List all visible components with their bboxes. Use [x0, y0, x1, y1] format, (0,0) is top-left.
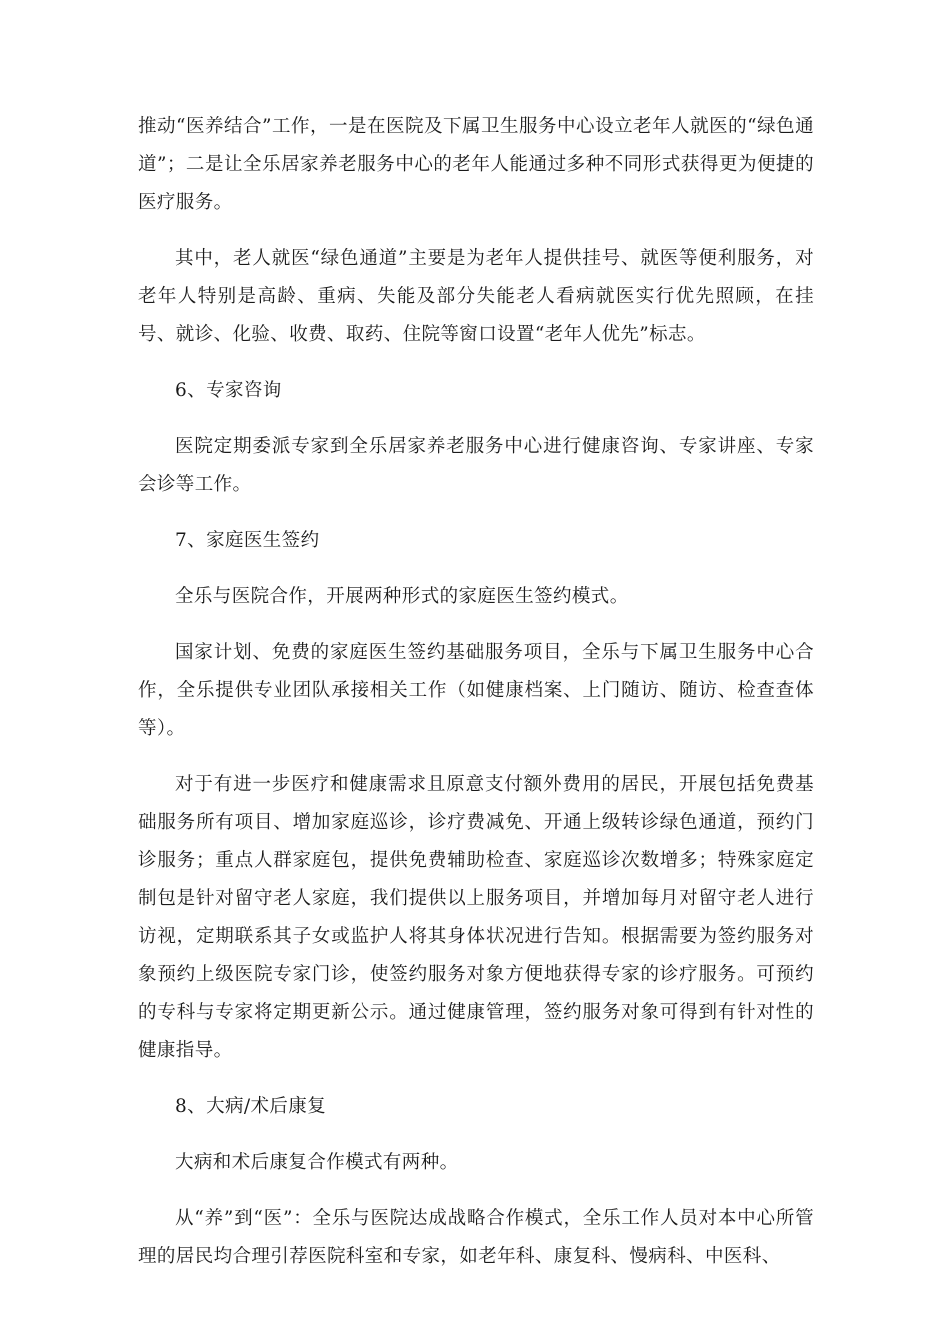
heading-rehabilitation: 8、大病/术后康复	[175, 1096, 327, 1117]
paragraph-rehabilitation-intro: 大病和术后康复合作模式有两种。	[175, 1152, 459, 1173]
paragraph-green-channel: 其中，老人就医“绿色通道”主要是为老年人提供挂号、就医等便利服务，对老年人特别是高龄、重病、失能及部分失能老人看病就医实行优先照顾，在挂号、就诊、化验、收费、取药、住院等窗口设置“老年人优先”标志。	[138, 248, 814, 345]
paragraph-extended-service: 对于有进一步医疗和健康需求且原意支付额外费用的居民，开展包括免费基础服务所有项目、增加家庭巡诊，诊疗费减免、开通上级转诊绿色通道，预约门诊服务；重点人群家庭包，提供免费辅助检查、家庭巡诊次数增多；特殊家庭定制包是针对留守老人家庭，我们提供以上服务项目，并增加每月对留守老人进行访视，定期联系其子女或监护人将其身体状况进行告知。根据需要为签约服务对象预约上级医院专家门诊，使签约服务对象方便地获得专家的诊疗服务。可预约的专科与专家将定期更新公示。通过健康管理，签约服务对象可得到有针对性的健康指导。	[138, 774, 814, 1061]
document-body	[138, 108, 814, 1276]
paragraph-expert-consultation: 医院定期委派专家到全乐居家养老服务中心进行健康咨询、专家讲座、专家会诊等工作。	[138, 436, 814, 495]
heading-family-doctor: 7、家庭医生签约	[175, 530, 320, 551]
paragraph-family-doctor-intro: 全乐与医院合作，开展两种形式的家庭医生签约模式。	[175, 586, 629, 607]
paragraph-care-to-medical: 从“养”到“医”：全乐与医院达成战略合作模式，全乐工作人员对本中心所管理的居民均合理引荐医院科室和专家，如老年科、康复科、慢病科、中医科、	[138, 1208, 814, 1267]
paragraph-medical-elderly-integration: 推动“医养结合”工作，一是在医院及下属卫生服务中心设立老年人就医的“绿色通道”；二是让全乐居家养老服务中心的老年人能通过多种不同形式获得更为便捷的医疗服务。	[138, 116, 814, 213]
heading-expert-consultation: 6、专家咨询	[175, 380, 282, 401]
paragraph-basic-service: 国家计划、免费的家庭医生签约基础服务项目，全乐与下属卫生服务中心合作，全乐提供专业团队承接相关工作（如健康档案、上门随访、随访、检查查体等）。	[138, 642, 814, 739]
